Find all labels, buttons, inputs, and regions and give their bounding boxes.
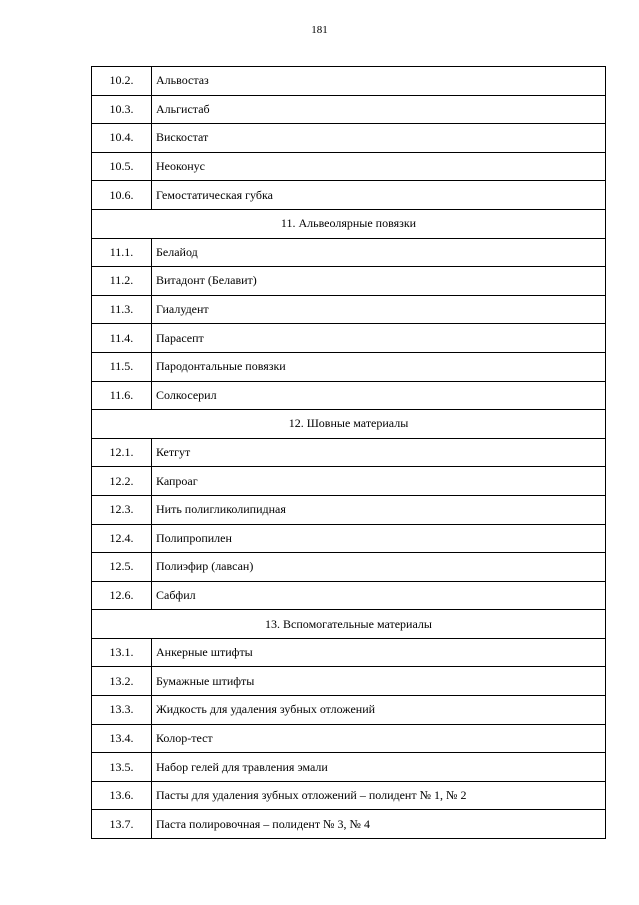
- item-number: 10.4.: [92, 124, 152, 153]
- item-name: Пародонтальные повязки: [152, 352, 606, 381]
- item-name: Колор-тест: [152, 724, 606, 753]
- item-name: Сабфил: [152, 581, 606, 610]
- item-number: 13.6.: [92, 781, 152, 810]
- item-number: 12.6.: [92, 581, 152, 610]
- item-name: Полиэфир (лавсан): [152, 553, 606, 582]
- table-row: [92, 152, 606, 181]
- item-name: Полипропилен: [152, 524, 606, 553]
- item-name: Нить полигликолипидная: [152, 495, 606, 524]
- table-row: [92, 467, 606, 496]
- item-number: 13.7.: [92, 810, 152, 839]
- table-row: [92, 438, 606, 467]
- table-row: [92, 181, 606, 210]
- table-row: [92, 295, 606, 324]
- section-header-row: [92, 209, 606, 238]
- table-row: [92, 810, 606, 839]
- section-title: 13. Вспомогательные материалы: [92, 610, 606, 639]
- item-number: 12.2.: [92, 467, 152, 496]
- item-name: Паста полировочная – полидент № 3, № 4: [152, 810, 606, 839]
- item-number: 12.1.: [92, 438, 152, 467]
- item-name: Витадонт (Белавит): [152, 267, 606, 296]
- item-name: Альгистаб: [152, 95, 606, 124]
- table-row: [92, 667, 606, 696]
- item-name: Кетгут: [152, 438, 606, 467]
- item-name: Белайод: [152, 238, 606, 267]
- item-name: Жидкость для удаления зубных отложений: [152, 696, 606, 725]
- table-row: [92, 124, 606, 153]
- item-name: Гемостатическая губка: [152, 181, 606, 210]
- item-number: 11.3.: [92, 295, 152, 324]
- item-number: 13.4.: [92, 724, 152, 753]
- item-number: 11.1.: [92, 238, 152, 267]
- table-row: [92, 524, 606, 553]
- table-row: [92, 324, 606, 353]
- table-row: [92, 267, 606, 296]
- item-number: 13.5.: [92, 753, 152, 782]
- item-number: 10.3.: [92, 95, 152, 124]
- table-row: [92, 753, 606, 782]
- item-name: Вискостат: [152, 124, 606, 153]
- table-row: [92, 352, 606, 381]
- section-title: 11. Альвеолярные повязки: [92, 209, 606, 238]
- table-row: [92, 67, 606, 96]
- table-row: [92, 553, 606, 582]
- section-header-row: [92, 610, 606, 639]
- item-name: Анкерные штифты: [152, 638, 606, 667]
- materials-table: [91, 66, 606, 839]
- item-number: 12.3.: [92, 495, 152, 524]
- table-row: [92, 781, 606, 810]
- item-number: 13.2.: [92, 667, 152, 696]
- item-name: Набор гелей для травления эмали: [152, 753, 606, 782]
- section-header-row: [92, 410, 606, 439]
- item-number: 10.5.: [92, 152, 152, 181]
- item-name: Солкосерил: [152, 381, 606, 410]
- item-number: 10.2.: [92, 67, 152, 96]
- item-name: Парасепт: [152, 324, 606, 353]
- table-row: [92, 238, 606, 267]
- item-number: 13.3.: [92, 696, 152, 725]
- item-name: Альвостаз: [152, 67, 606, 96]
- materials-table-body: [92, 67, 606, 839]
- page-number: 181: [311, 24, 328, 36]
- item-name: Неоконус: [152, 152, 606, 181]
- item-number: 11.6.: [92, 381, 152, 410]
- item-number: 13.1.: [92, 638, 152, 667]
- item-number: 11.2.: [92, 267, 152, 296]
- item-name: Пасты для удаления зубных отложений – полидент № 1, № 2: [152, 781, 606, 810]
- item-number: 10.6.: [92, 181, 152, 210]
- table-row: [92, 95, 606, 124]
- table-row: [92, 638, 606, 667]
- item-name: Гиалудент: [152, 295, 606, 324]
- item-name: Капроаг: [152, 467, 606, 496]
- table-row: [92, 724, 606, 753]
- table-row: [92, 696, 606, 725]
- item-name: Бумажные штифты: [152, 667, 606, 696]
- table-row: [92, 495, 606, 524]
- item-number: 12.4.: [92, 524, 152, 553]
- table-row: [92, 581, 606, 610]
- section-title: 12. Шовные материалы: [92, 410, 606, 439]
- item-number: 12.5.: [92, 553, 152, 582]
- table-row: [92, 381, 606, 410]
- item-number: 11.5.: [92, 352, 152, 381]
- item-number: 11.4.: [92, 324, 152, 353]
